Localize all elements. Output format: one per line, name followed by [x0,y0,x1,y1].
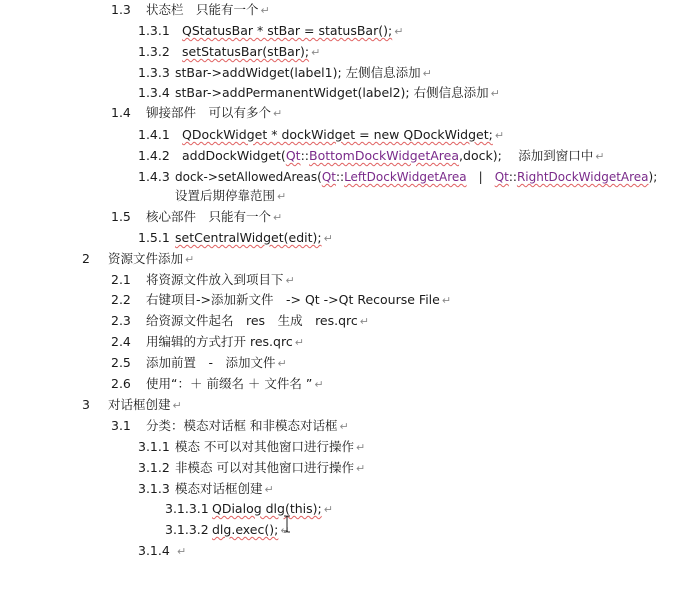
subitem-number: 3.1.3.2 [165,522,209,537]
code-line: stBar->addPermanentWidget(label2); 右侧信息添加 ↵ [175,85,500,100]
item-text: ↵ [177,545,187,558]
heading-number: 2.5 [111,355,131,370]
item-number: 1.5.1 [138,230,170,245]
item-text: 模态 不可以对其他窗口进行操作 ↵ [175,439,366,454]
code-line: dock->setAllowedAreas(Qt::LeftDockWidgetArea | Qt::RightDockWidgetArea); [175,170,658,184]
heading-text: 使用“：＋ 前缀名 ＋ 文件名 ” ↵ [146,376,324,391]
heading-number: 1.3 [111,2,131,17]
heading-number: 3.1 [111,418,131,433]
code-line: setStatusBar(stBar); ↵ [182,44,321,59]
code-line: dlg.exec(); ↵ [212,522,290,537]
section-number: 3 [82,397,90,412]
heading-text: 右键项目->添加新文件 -> Qt ->Qt Recourse File ↵ [146,292,452,307]
code-line: addDockWidget(Qt::BottomDockWidgetArea,dock); 添加到窗口中 ↵ [182,148,605,163]
code-line: stBar->addWidget(label1); 左侧信息添加 ↵ [175,65,432,80]
heading-text: 将资源文件放入到项目下 ↵ [146,272,295,287]
item-number: 1.3.2 [138,44,170,59]
item-number: 1.4.3 [138,169,170,184]
code-line-continued: 设置后期停靠范围 ↵ [175,188,287,203]
heading-text: 添加前置 - 添加文件 ↵ [146,355,287,370]
heading-text: 用编辑的方式打开 res.qrc ↵ [146,334,304,349]
heading-text: 分类：模态对话框 和非模态对话框 ↵ [146,418,349,433]
section-title: 资源文件添加 ↵ [108,251,195,266]
heading-text: 状态栏 只能有一个 ↵ [146,2,270,17]
section-number: 2 [82,251,90,266]
code-line: QStatusBar * stBar = statusBar(); ↵ [182,23,404,38]
heading-number: 2.2 [111,292,131,307]
item-text: 模态对话框创建 ↵ [175,481,274,496]
heading-number: 2.3 [111,313,131,328]
heading-number: 1.5 [111,209,131,224]
item-number: 3.1.2 [138,460,170,475]
item-number: 3.1.1 [138,439,170,454]
heading-number: 2.6 [111,376,131,391]
section-title: 对话框创建 ↵ [108,397,182,412]
subitem-number: 3.1.3.1 [165,501,209,516]
heading-number: 1.4 [111,105,131,120]
item-number: 3.1.4 [138,543,170,558]
heading-text: 铆接部件 可以有多个 ↵ [146,105,283,120]
item-number: 1.3.3 [138,65,170,80]
code-line: QDockWidget * dockWidget = new QDockWidget; ↵ [182,127,505,142]
item-number: 1.3.4 [138,85,170,100]
text-cursor-icon [283,515,291,533]
item-number: 3.1.3 [138,481,170,496]
item-number: 1.3.1 [138,23,170,38]
item-number: 1.4.2 [138,148,170,163]
heading-number: 2.4 [111,334,131,349]
heading-text: 给资源文件起名 res 生成 res.qrc ↵ [146,313,369,328]
code-line: QDialog dlg(this); ↵ [212,501,333,516]
heading-text: 核心部件 只能有一个 ↵ [146,209,283,224]
item-number: 1.4.1 [138,127,170,142]
item-text: 非模态 可以对其他窗口进行操作 ↵ [175,460,366,475]
heading-number: 2.1 [111,272,131,287]
code-line: setCentralWidget(edit); ↵ [175,230,333,245]
